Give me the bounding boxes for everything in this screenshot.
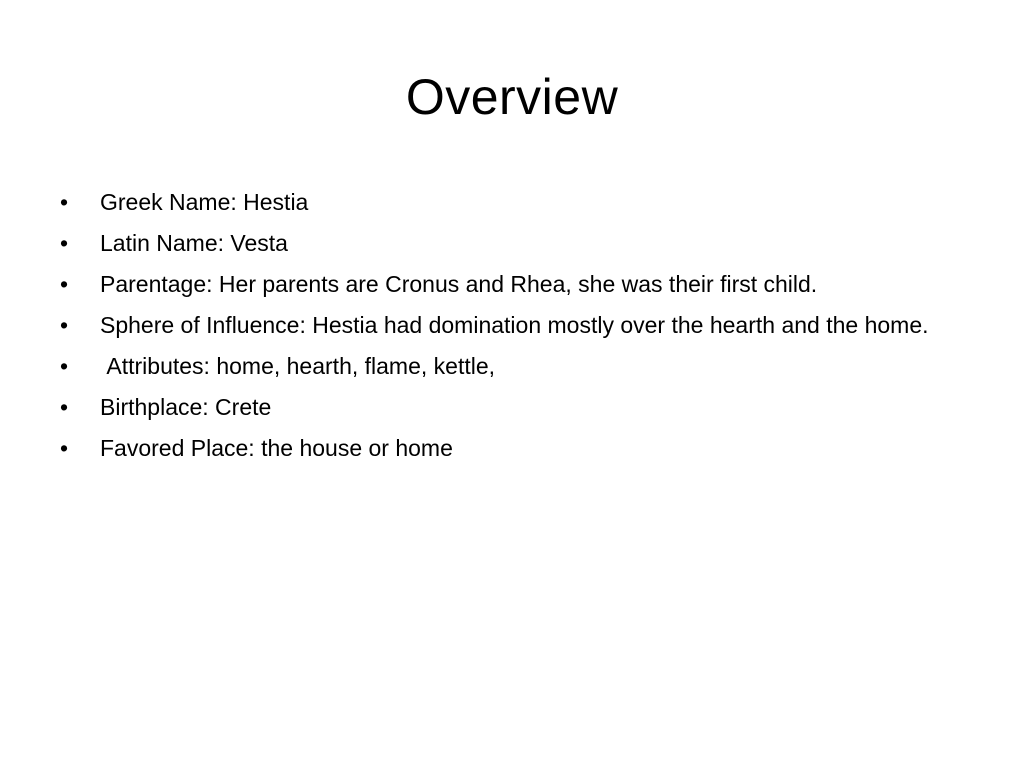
bullet-icon: • xyxy=(60,435,69,461)
bullet-icon: • xyxy=(60,353,69,379)
bullet-text: Favored Place: the house or home xyxy=(100,435,453,461)
bullet-text: Sphere of Influence: Hestia had domination mostly over the hearth and the home. xyxy=(100,312,929,338)
bullet-text: Greek Name: Hestia xyxy=(100,189,309,215)
slide-title: Overview xyxy=(405,69,619,125)
bullet-icon: • xyxy=(60,394,69,420)
bullet-item-sphere-of-influence xyxy=(60,309,960,342)
bullet-item-latin-name xyxy=(60,227,960,260)
bullet-text: Parentage: Her parents are Cronus and Rhea, she was their first child. xyxy=(100,271,818,297)
bullet-icon: • xyxy=(60,189,69,215)
bullet-item-birthplace xyxy=(60,391,960,424)
bullet-text: Attributes: home, hearth, flame, kettle, xyxy=(100,353,496,379)
bullet-text: Latin Name: Vesta xyxy=(100,230,288,256)
bullet-item-attributes xyxy=(60,350,960,383)
bullet-item-greek-name xyxy=(60,186,960,219)
bullet-item-parentage xyxy=(60,268,960,301)
bullet-list xyxy=(60,186,960,473)
bullet-item-favored-place xyxy=(60,432,960,465)
bullet-icon: • xyxy=(60,312,69,338)
bullet-icon: • xyxy=(60,230,69,256)
bullet-text: Birthplace: Crete xyxy=(100,394,272,420)
bullet-icon: • xyxy=(60,271,69,297)
